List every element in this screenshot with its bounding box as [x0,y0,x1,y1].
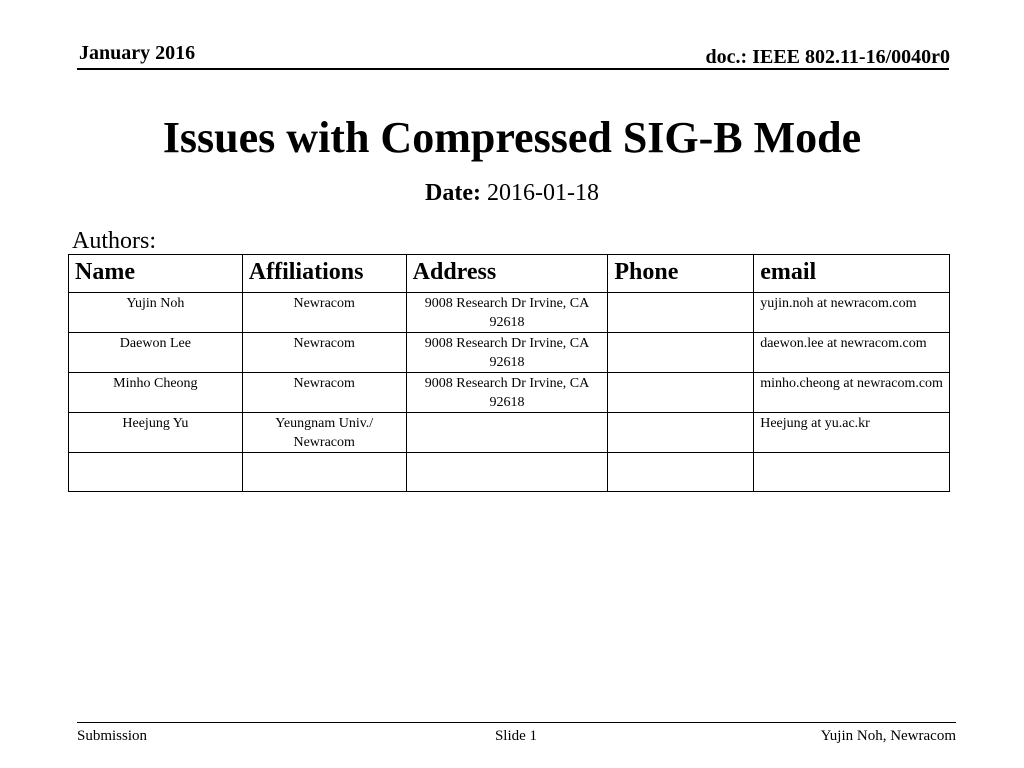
cell-email: daewon.lee at newracom.com [754,333,950,373]
column-header-name: Name [69,255,243,293]
cell-email [754,453,950,492]
cell-phone [608,453,754,492]
table-row [69,373,950,413]
footer-divider [77,722,956,723]
cell-email: yujin.noh at newracom.com [754,293,950,333]
column-header-affiliations: Affiliations [242,255,406,293]
authors-table [68,254,950,492]
header-doc-id: doc.: IEEE 802.11-16/0040r0 [705,46,950,68]
footer-submission: Submission [77,728,148,744]
cell-email: minho.cheong at newracom.com [754,373,950,413]
table-row [69,293,950,333]
column-header-phone: Phone [608,255,754,293]
cell-phone [608,293,754,333]
cell-address: 9008 Research Dr Irvine, CA 92618 [406,293,608,333]
footer-slide-number: Slide 1 [494,728,538,744]
date-label: Date: [425,180,481,206]
table-row [69,413,950,453]
date-line [0,180,1024,207]
cell-phone [608,413,754,453]
cell-name: Minho Cheong [69,373,243,413]
cell-address [406,453,608,492]
cell-address [406,413,608,453]
cell-address: 9008 Research Dr Irvine, CA 92618 [406,333,608,373]
header-date: January 2016 [79,42,196,64]
header-divider [77,68,949,70]
cell-affiliation: Newracom [242,333,406,373]
column-header-address: Address [406,255,608,293]
cell-phone [608,373,754,413]
cell-name: Heejung Yu [69,413,243,453]
column-header-email: email [754,255,950,293]
cell-name: Daewon Lee [69,333,243,373]
authors-label: Authors: [72,228,156,254]
cell-affiliation [242,453,406,492]
table-row [69,333,950,373]
cell-address: 9008 Research Dr Irvine, CA 92618 [406,373,608,413]
table-header-row [69,255,950,293]
slide-title: Issues with Compressed SIG-B Mode [162,113,862,162]
table-row [69,453,950,492]
cell-name: Yujin Noh [69,293,243,333]
cell-affiliation: Newracom [242,293,406,333]
cell-affiliation: Yeungnam Univ./ Newracom [242,413,406,453]
date-value: 2016-01-18 [486,180,599,206]
footer-author: Yujin Noh, Newracom [820,728,956,744]
cell-name [69,453,243,492]
cell-phone [608,333,754,373]
cell-email: Heejung at yu.ac.kr [754,413,950,453]
cell-affiliation: Newracom [242,373,406,413]
